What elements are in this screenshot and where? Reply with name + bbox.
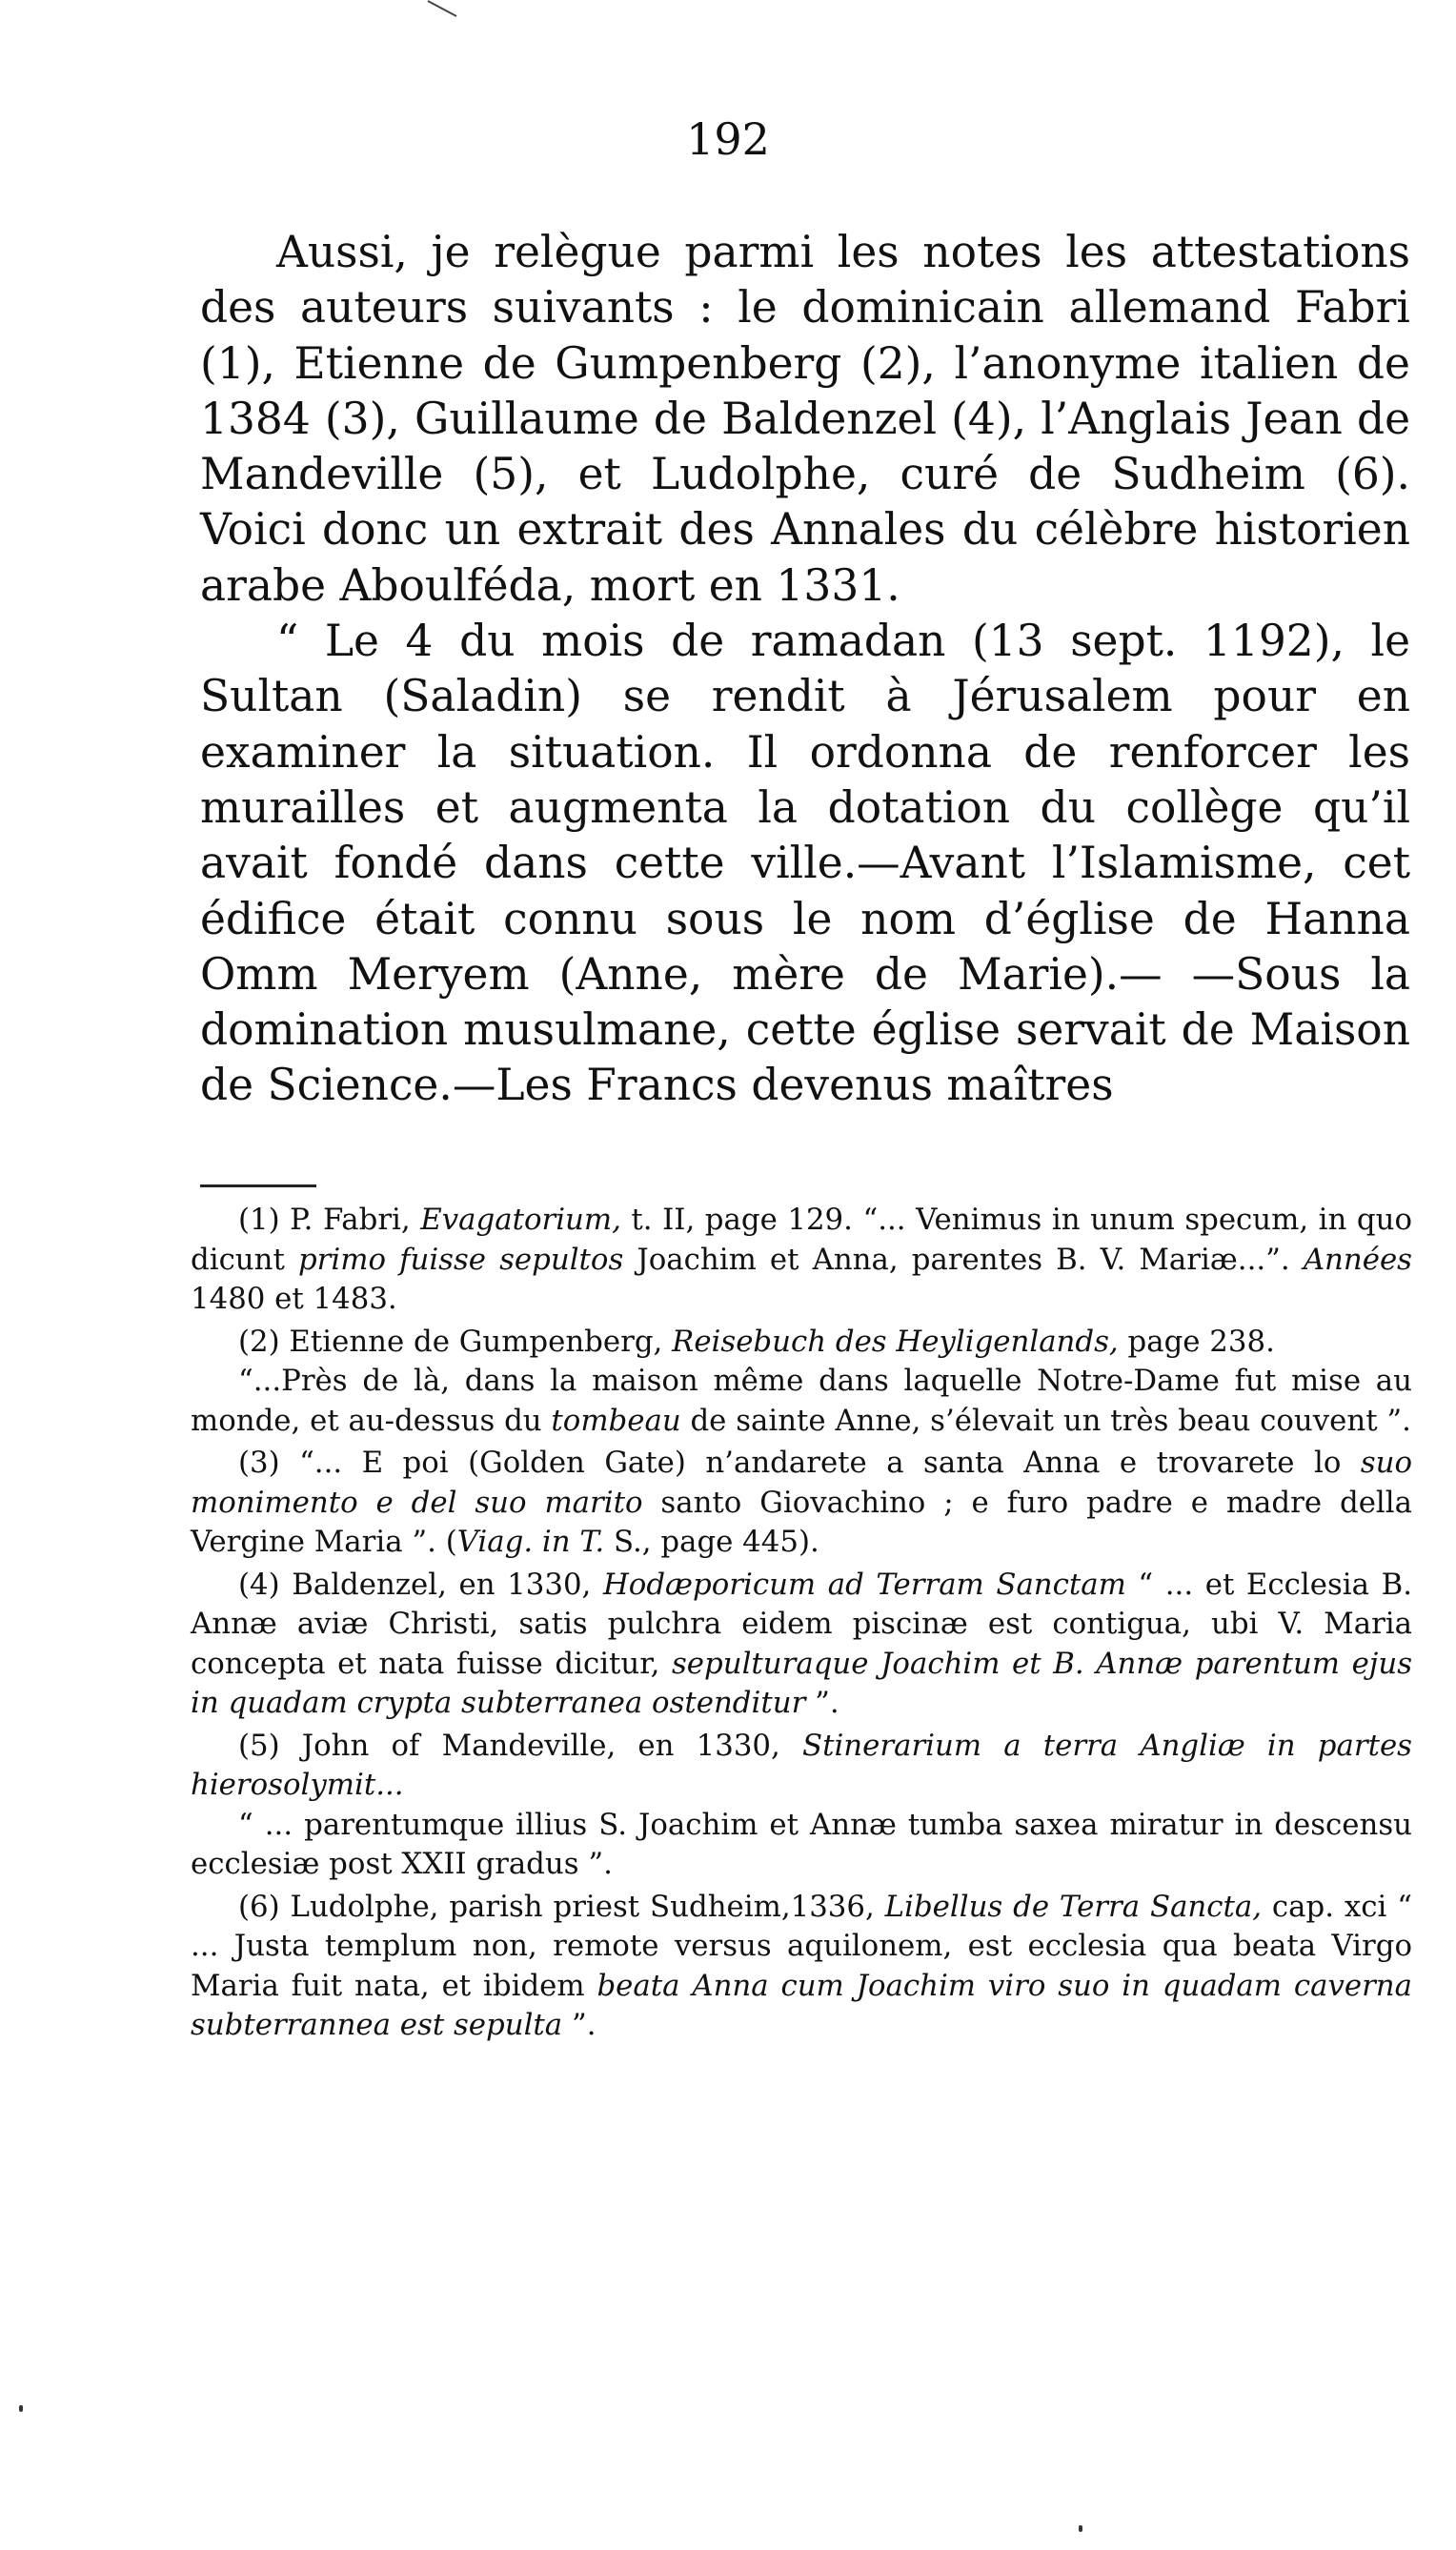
footnote-title: Evagatorium, [420, 1203, 621, 1237]
footnote-text: t. II, page 129. “... Venimus in unum specum, in quo dicunt [191, 1203, 1412, 1277]
footnote-italic: tombeau [551, 1403, 681, 1438]
footnote-title: Viag. in T. [456, 1525, 605, 1559]
footnote-5-quote: “ ... parentumque illius S. Joachim et Annæ tumba saxea miratur in descensu ecclesiæ post XXII gradus ”. [191, 1807, 1412, 1881]
footnotes [191, 1201, 1412, 2049]
footnote-3 [191, 1444, 1412, 1563]
footnote-text: 1480 et 1483. [191, 1282, 397, 1316]
footnote-1 [191, 1201, 1412, 1320]
margin-mark [428, 0, 457, 17]
footnote-text: (3) “... E poi (Golden Gate) n’andarete a santa Anna e trovarete lo [238, 1446, 1361, 1480]
footnote-2-quote [191, 1362, 1412, 1441]
footnote-text: ”. [562, 2008, 597, 2042]
print-speck [19, 2405, 23, 2412]
footnote-separator [200, 1184, 316, 1187]
page-number: 192 [686, 113, 770, 165]
footnote-text: “...Près de là, dans la maison même dans laquelle Notre-Dame fut mise au monde, et au-dessus du [191, 1364, 1412, 1438]
footnote-text: (5) John of Mandeville, en 1330, [238, 1728, 802, 1763]
footnote-title: Reisebuch des Heyligenlands, [672, 1324, 1119, 1359]
footnote-text: S., page 445). [604, 1525, 819, 1559]
footnote-text: “ ... et Ecclesia B. Annæ aviæ Christi, satis pulchra eidem piscinæ est contigua, ubi V. Maria concepta et nata fuisse dicitur, [191, 1567, 1412, 1681]
footnote-title: Hodæporicum ad Terram Sanctam [602, 1567, 1126, 1602]
main-text [200, 225, 1410, 1114]
footnote-text: (2) Etienne de Gumpenberg, [238, 1324, 673, 1359]
footnote-text: ”. [805, 1686, 839, 1720]
footnote-text: cap. xci “ ... Justa templum non, remote versus aquilonem, est ecclesia qua beata Virgo Maria fuit nata, et ibidem [191, 1889, 1412, 2003]
footnote-text: page 238. [1118, 1324, 1275, 1359]
footnote-4 [191, 1566, 1412, 1724]
footnote-italic: primo fuisse sepultos [297, 1242, 624, 1277]
footnote-text: Joachim et Anna, parentes B. V. Mariæ...”. [623, 1242, 1304, 1277]
footnote-text: santo Giovachino ; e furo padre e madre della Vergine Maria ”. ( [191, 1485, 1412, 1559]
footnote-italic: beata Anna cum Joachim viro suo in quadam caverna subterrannea est sepulta [191, 1968, 1412, 2042]
footnote-text: de sainte Anne, s’élevait un très beau couvent ”. [680, 1403, 1411, 1438]
footnote-title: Stinerarium a terra Angliæ in partes hierosolymit... [191, 1728, 1412, 1802]
body-paragraph: Aussi, je relègue parmi les notes les attestations des auteurs suivants : le dominicain allemand Fabri (1), Etienne de Gumpenberg (2), l’anonyme italien de 1384 (3), Guillaume de Baldenzel (4), l’Anglais Jean de Mandeville (5), et Ludolphe, curé de Sudheim (6). Voici donc un extrait des Annales du célèbre historien arabe Aboulféda, mort en 1331. [200, 227, 1410, 611]
footnote-italic: suo monimento e del suo marito [191, 1446, 1412, 1520]
footnote-2 [191, 1323, 1412, 1363]
footnote-text: (1) P. Fabri, [238, 1203, 421, 1237]
footnote-text: (6) Ludolphe, parish priest Sudheim,1336, [238, 1889, 885, 1924]
footnote-italic: Années [1303, 1242, 1412, 1277]
footnote-5 [191, 1727, 1412, 1806]
footnote-italic: sepulturaque Joachim et B. Annæ parentum ejus in quadam crypta subterranea ostenditur [191, 1646, 1412, 1720]
body-paragraph: “ Le 4 du mois de ramadan (13 sept. 1192), le Sultan (Saladin) se rendit à Jérusalem pour en examiner la situation. Il ordonna de renforcer les murailles et augmenta la dotation du collège qu’il avait fondé dans cette ville.—Avant l’Islamisme, cet édifice était connu sous le nom d’église de Hanna Omm Meryem (Anne, mère de Marie).— —Sous la domination musulmane, cette église servait de Maison de Science.—Les Francs devenus maîtres [200, 616, 1410, 1111]
footnote-text: (4) Baldenzel, en 1330, [238, 1567, 603, 1602]
print-speck [1079, 2525, 1082, 2532]
footnote-title: Libellus de Terra Sancta, [884, 1889, 1263, 1924]
footnote-6 [191, 1888, 1412, 2046]
